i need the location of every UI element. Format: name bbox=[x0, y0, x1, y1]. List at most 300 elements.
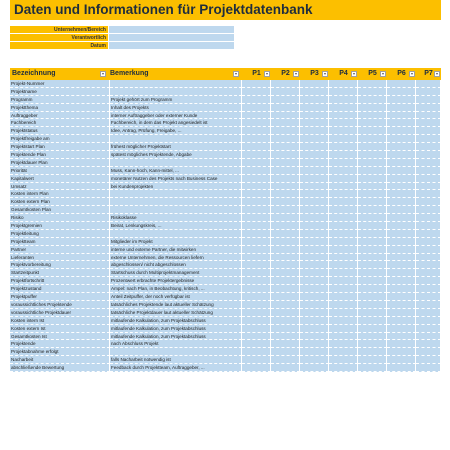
cell-phase[interactable] bbox=[242, 238, 271, 246]
cell-phase[interactable] bbox=[358, 143, 387, 151]
cell-phase[interactable] bbox=[271, 301, 300, 309]
cell-phase[interactable] bbox=[329, 175, 358, 183]
cell-phase[interactable] bbox=[242, 269, 271, 277]
cell-bezeichnung[interactable]: Projektdauer Plan bbox=[10, 159, 110, 167]
cell-phase[interactable] bbox=[300, 112, 329, 120]
cell-phase[interactable] bbox=[271, 206, 300, 214]
cell-phase[interactable] bbox=[300, 254, 329, 262]
cell-bezeichnung[interactable]: Kosten extern Plan bbox=[10, 198, 110, 206]
cell-phase[interactable] bbox=[300, 246, 329, 254]
cell-phase[interactable] bbox=[271, 198, 300, 206]
cell-phase[interactable] bbox=[416, 261, 441, 269]
cell-phase[interactable] bbox=[416, 325, 441, 333]
filter-dropdown-icon[interactable] bbox=[233, 71, 239, 77]
cell-phase[interactable] bbox=[387, 167, 416, 175]
cell-bezeichnung[interactable]: Fachbereich bbox=[10, 119, 110, 127]
cell-phase[interactable] bbox=[358, 269, 387, 277]
cell-phase[interactable] bbox=[387, 301, 416, 309]
cell-phase[interactable] bbox=[300, 285, 329, 293]
cell-phase[interactable] bbox=[387, 112, 416, 120]
cell-bezeichnung[interactable]: Projektstart Plan bbox=[10, 143, 110, 151]
filter-dropdown-icon[interactable] bbox=[322, 71, 328, 77]
cell-bemerkung[interactable]: Beirat, Lenkungskreis, ... bbox=[110, 222, 242, 230]
cell-phase[interactable] bbox=[242, 135, 271, 143]
cell-phase[interactable] bbox=[416, 80, 441, 88]
cell-phase[interactable] bbox=[300, 309, 329, 317]
cell-phase[interactable] bbox=[387, 159, 416, 167]
cell-phase[interactable] bbox=[358, 119, 387, 127]
cell-bezeichnung[interactable]: voraussichtliches Projektende bbox=[10, 301, 110, 309]
cell-phase[interactable] bbox=[329, 198, 358, 206]
cell-phase[interactable] bbox=[300, 190, 329, 198]
cell-phase[interactable] bbox=[329, 190, 358, 198]
cell-phase[interactable] bbox=[329, 277, 358, 285]
cell-phase[interactable] bbox=[358, 190, 387, 198]
cell-bemerkung[interactable] bbox=[110, 80, 242, 88]
cell-phase[interactable] bbox=[300, 151, 329, 159]
cell-phase[interactable] bbox=[358, 277, 387, 285]
cell-bemerkung[interactable]: Prozentwert erbrachte Projektergebnisse bbox=[110, 277, 242, 285]
cell-phase[interactable] bbox=[271, 230, 300, 238]
cell-phase[interactable] bbox=[358, 183, 387, 191]
cell-phase[interactable] bbox=[387, 175, 416, 183]
cell-phase[interactable] bbox=[242, 277, 271, 285]
cell-phase[interactable] bbox=[300, 222, 329, 230]
cell-phase[interactable] bbox=[358, 254, 387, 262]
cell-bezeichnung[interactable]: Projektthema bbox=[10, 104, 110, 112]
cell-phase[interactable] bbox=[329, 269, 358, 277]
cell-bemerkung[interactable]: spätest mögliches Projektende, Abgabe bbox=[110, 151, 242, 159]
cell-bemerkung[interactable]: falls Nacharbeit notwendig ist bbox=[110, 356, 242, 364]
cell-phase[interactable] bbox=[329, 183, 358, 191]
cell-phase[interactable] bbox=[329, 127, 358, 135]
cell-phase[interactable] bbox=[271, 167, 300, 175]
cell-phase[interactable] bbox=[358, 198, 387, 206]
cell-phase[interactable] bbox=[387, 254, 416, 262]
cell-phase[interactable] bbox=[358, 309, 387, 317]
cell-phase[interactable] bbox=[416, 309, 441, 317]
cell-phase[interactable] bbox=[387, 317, 416, 325]
cell-bemerkung[interactable] bbox=[110, 88, 242, 96]
cell-phase[interactable] bbox=[358, 222, 387, 230]
cell-phase[interactable] bbox=[329, 104, 358, 112]
cell-phase[interactable] bbox=[242, 254, 271, 262]
cell-phase[interactable] bbox=[387, 80, 416, 88]
cell-bemerkung[interactable] bbox=[110, 348, 242, 356]
cell-phase[interactable] bbox=[329, 206, 358, 214]
cell-bemerkung[interactable]: Idee, Antrag, Prüfung, Freigabe, ... bbox=[110, 127, 242, 135]
cell-phase[interactable] bbox=[271, 356, 300, 364]
cell-bezeichnung[interactable]: Projektgremien bbox=[10, 222, 110, 230]
cell-bemerkung[interactable] bbox=[110, 135, 242, 143]
cell-phase[interactable] bbox=[387, 183, 416, 191]
cell-phase[interactable] bbox=[242, 190, 271, 198]
cell-phase[interactable] bbox=[387, 127, 416, 135]
cell-bemerkung[interactable]: mitlaufende Kalkulation, zum Projektabschluss bbox=[110, 333, 242, 341]
cell-phase[interactable] bbox=[358, 246, 387, 254]
cell-phase[interactable] bbox=[242, 293, 271, 301]
cell-bemerkung[interactable]: Projekt gehört zum Programm bbox=[110, 96, 242, 104]
cell-phase[interactable] bbox=[271, 269, 300, 277]
cell-phase[interactable] bbox=[271, 104, 300, 112]
cell-phase[interactable] bbox=[416, 333, 441, 341]
cell-phase[interactable] bbox=[242, 167, 271, 175]
cell-phase[interactable] bbox=[271, 325, 300, 333]
cell-bezeichnung[interactable]: Nacharbeit bbox=[10, 356, 110, 364]
cell-phase[interactable] bbox=[416, 175, 441, 183]
cell-phase[interactable] bbox=[271, 80, 300, 88]
cell-phase[interactable] bbox=[416, 104, 441, 112]
filter-dropdown-icon[interactable] bbox=[264, 71, 270, 77]
cell-phase[interactable] bbox=[271, 222, 300, 230]
cell-phase[interactable] bbox=[242, 325, 271, 333]
cell-phase[interactable] bbox=[242, 175, 271, 183]
cell-phase[interactable] bbox=[271, 340, 300, 348]
cell-bemerkung[interactable]: Ampel: nach Plan, in Beobachtung, kritisch, ... bbox=[110, 285, 242, 293]
cell-phase[interactable] bbox=[329, 261, 358, 269]
cell-phase[interactable] bbox=[271, 277, 300, 285]
cell-bemerkung[interactable]: abgeschlossen/ nicht abgeschlossen bbox=[110, 261, 242, 269]
cell-bezeichnung[interactable]: Projektvorbereitung bbox=[10, 261, 110, 269]
cell-phase[interactable] bbox=[300, 356, 329, 364]
cell-bemerkung[interactable]: Fachbereich, in dem das Projekt angesiedelt ist bbox=[110, 119, 242, 127]
cell-phase[interactable] bbox=[242, 183, 271, 191]
cell-phase[interactable] bbox=[300, 159, 329, 167]
cell-bezeichnung[interactable]: Umsatz bbox=[10, 183, 110, 191]
cell-bezeichnung[interactable]: Projektzustand bbox=[10, 285, 110, 293]
cell-bemerkung[interactable]: Muss, Kann-hoch, Kann-mittel, ... bbox=[110, 167, 242, 175]
cell-phase[interactable] bbox=[358, 230, 387, 238]
meta-value-verantwortlich[interactable] bbox=[108, 34, 234, 42]
cell-phase[interactable] bbox=[271, 190, 300, 198]
cell-phase[interactable] bbox=[271, 285, 300, 293]
cell-phase[interactable] bbox=[329, 348, 358, 356]
cell-phase[interactable] bbox=[300, 325, 329, 333]
cell-phase[interactable] bbox=[300, 317, 329, 325]
cell-phase[interactable] bbox=[242, 96, 271, 104]
cell-bezeichnung[interactable]: voraussichtliche Projektdauer bbox=[10, 309, 110, 317]
cell-phase[interactable] bbox=[329, 238, 358, 246]
cell-phase[interactable] bbox=[416, 238, 441, 246]
cell-phase[interactable] bbox=[242, 301, 271, 309]
cell-phase[interactable] bbox=[387, 104, 416, 112]
cell-phase[interactable] bbox=[300, 167, 329, 175]
cell-bemerkung[interactable]: Feedback durch Projektteam, Auftraggeber, ... bbox=[110, 364, 242, 372]
cell-phase[interactable] bbox=[329, 230, 358, 238]
cell-phase[interactable] bbox=[416, 198, 441, 206]
filter-dropdown-icon[interactable] bbox=[434, 71, 440, 77]
cell-bezeichnung[interactable]: Programm bbox=[10, 96, 110, 104]
cell-phase[interactable] bbox=[416, 112, 441, 120]
cell-phase[interactable] bbox=[358, 151, 387, 159]
cell-phase[interactable] bbox=[387, 356, 416, 364]
cell-phase[interactable] bbox=[242, 104, 271, 112]
cell-phase[interactable] bbox=[329, 301, 358, 309]
cell-phase[interactable] bbox=[358, 285, 387, 293]
cell-bemerkung[interactable]: tatsächliches Projektende laut aktueller Schätzung bbox=[110, 301, 242, 309]
cell-phase[interactable] bbox=[242, 127, 271, 135]
cell-phase[interactable] bbox=[242, 317, 271, 325]
cell-phase[interactable] bbox=[329, 112, 358, 120]
cell-phase[interactable] bbox=[242, 112, 271, 120]
cell-bezeichnung[interactable]: Kosten extern Ist bbox=[10, 325, 110, 333]
cell-bemerkung[interactable]: externe Unternehmen, die Ressourcen liefern bbox=[110, 254, 242, 262]
cell-phase[interactable] bbox=[300, 277, 329, 285]
cell-bemerkung[interactable]: Anteil Zeitpuffer, der noch verfügbar ist bbox=[110, 293, 242, 301]
cell-phase[interactable] bbox=[242, 285, 271, 293]
cell-phase[interactable] bbox=[242, 88, 271, 96]
cell-phase[interactable] bbox=[242, 222, 271, 230]
cell-bezeichnung[interactable]: Risiko bbox=[10, 214, 110, 222]
cell-phase[interactable] bbox=[358, 159, 387, 167]
cell-phase[interactable] bbox=[416, 269, 441, 277]
cell-phase[interactable] bbox=[242, 143, 271, 151]
cell-phase[interactable] bbox=[300, 135, 329, 143]
cell-phase[interactable] bbox=[271, 364, 300, 372]
cell-phase[interactable] bbox=[387, 214, 416, 222]
cell-phase[interactable] bbox=[271, 254, 300, 262]
cell-phase[interactable] bbox=[358, 293, 387, 301]
cell-phase[interactable] bbox=[416, 159, 441, 167]
cell-phase[interactable] bbox=[271, 317, 300, 325]
cell-bezeichnung[interactable]: Auftraggeber bbox=[10, 112, 110, 120]
cell-phase[interactable] bbox=[242, 309, 271, 317]
cell-phase[interactable] bbox=[387, 143, 416, 151]
cell-phase[interactable] bbox=[358, 88, 387, 96]
cell-phase[interactable] bbox=[271, 151, 300, 159]
cell-phase[interactable] bbox=[387, 198, 416, 206]
cell-phase[interactable] bbox=[329, 135, 358, 143]
cell-phase[interactable] bbox=[242, 364, 271, 372]
cell-phase[interactable] bbox=[242, 348, 271, 356]
cell-phase[interactable] bbox=[300, 104, 329, 112]
cell-phase[interactable] bbox=[387, 277, 416, 285]
cell-phase[interactable] bbox=[300, 80, 329, 88]
cell-phase[interactable] bbox=[300, 269, 329, 277]
cell-bezeichnung[interactable]: Projektpuffer bbox=[10, 293, 110, 301]
cell-bezeichnung[interactable]: Projektteam bbox=[10, 238, 110, 246]
cell-phase[interactable] bbox=[387, 96, 416, 104]
cell-bezeichnung[interactable]: Gesamtkosten Plan bbox=[10, 206, 110, 214]
cell-phase[interactable] bbox=[271, 88, 300, 96]
cell-phase[interactable] bbox=[358, 325, 387, 333]
cell-phase[interactable] bbox=[329, 325, 358, 333]
cell-phase[interactable] bbox=[416, 246, 441, 254]
cell-bezeichnung[interactable]: Projektname bbox=[10, 88, 110, 96]
cell-phase[interactable] bbox=[416, 356, 441, 364]
cell-phase[interactable] bbox=[300, 261, 329, 269]
cell-phase[interactable] bbox=[416, 277, 441, 285]
cell-phase[interactable] bbox=[416, 127, 441, 135]
cell-phase[interactable] bbox=[387, 285, 416, 293]
cell-bezeichnung[interactable]: Kosten intern Plan bbox=[10, 190, 110, 198]
cell-bemerkung[interactable]: mitlaufende Kalkulation, zum Projektabschluss bbox=[110, 317, 242, 325]
cell-phase[interactable] bbox=[416, 317, 441, 325]
cell-phase[interactable] bbox=[329, 96, 358, 104]
cell-phase[interactable] bbox=[387, 293, 416, 301]
cell-phase[interactable] bbox=[416, 206, 441, 214]
cell-phase[interactable] bbox=[242, 119, 271, 127]
cell-phase[interactable] bbox=[300, 364, 329, 372]
filter-dropdown-icon[interactable] bbox=[100, 71, 106, 77]
cell-phase[interactable] bbox=[416, 88, 441, 96]
cell-phase[interactable] bbox=[416, 214, 441, 222]
cell-phase[interactable] bbox=[387, 333, 416, 341]
cell-phase[interactable] bbox=[416, 230, 441, 238]
cell-phase[interactable] bbox=[329, 254, 358, 262]
cell-bezeichnung[interactable]: abschließende Bewertung bbox=[10, 364, 110, 372]
cell-phase[interactable] bbox=[358, 301, 387, 309]
cell-phase[interactable] bbox=[416, 96, 441, 104]
cell-phase[interactable] bbox=[242, 198, 271, 206]
cell-phase[interactable] bbox=[271, 159, 300, 167]
cell-phase[interactable] bbox=[329, 309, 358, 317]
cell-phase[interactable] bbox=[416, 143, 441, 151]
cell-phase[interactable] bbox=[387, 206, 416, 214]
cell-phase[interactable] bbox=[271, 348, 300, 356]
cell-bemerkung[interactable]: frühest möglicher Projektstart bbox=[110, 143, 242, 151]
cell-phase[interactable] bbox=[329, 159, 358, 167]
cell-phase[interactable] bbox=[329, 167, 358, 175]
cell-bezeichnung[interactable]: Projektende Plan bbox=[10, 151, 110, 159]
cell-phase[interactable] bbox=[358, 238, 387, 246]
cell-phase[interactable] bbox=[358, 167, 387, 175]
cell-phase[interactable] bbox=[300, 88, 329, 96]
cell-phase[interactable] bbox=[242, 206, 271, 214]
cell-bezeichnung[interactable]: Projektende bbox=[10, 340, 110, 348]
cell-phase[interactable] bbox=[358, 96, 387, 104]
cell-phase[interactable] bbox=[271, 246, 300, 254]
cell-phase[interactable] bbox=[358, 80, 387, 88]
cell-phase[interactable] bbox=[416, 254, 441, 262]
cell-phase[interactable] bbox=[300, 183, 329, 191]
cell-phase[interactable] bbox=[300, 214, 329, 222]
cell-phase[interactable] bbox=[358, 127, 387, 135]
cell-bemerkung[interactable]: bei Kundenprojekten bbox=[110, 183, 242, 191]
cell-phase[interactable] bbox=[358, 333, 387, 341]
cell-phase[interactable] bbox=[300, 96, 329, 104]
cell-phase[interactable] bbox=[387, 269, 416, 277]
meta-value-unternehmen[interactable] bbox=[108, 26, 234, 34]
cell-bemerkung[interactable]: mitlaufende Kalkulation, zum Projektabschluss bbox=[110, 325, 242, 333]
meta-value-datum[interactable] bbox=[108, 42, 234, 50]
cell-phase[interactable] bbox=[329, 246, 358, 254]
cell-phase[interactable] bbox=[300, 127, 329, 135]
cell-phase[interactable] bbox=[300, 206, 329, 214]
cell-phase[interactable] bbox=[329, 340, 358, 348]
cell-phase[interactable] bbox=[329, 333, 358, 341]
cell-phase[interactable] bbox=[271, 214, 300, 222]
cell-phase[interactable] bbox=[358, 206, 387, 214]
filter-dropdown-icon[interactable] bbox=[351, 71, 357, 77]
cell-phase[interactable] bbox=[300, 119, 329, 127]
cell-bemerkung[interactable]: nach Abschluss Projekt bbox=[110, 340, 242, 348]
cell-phase[interactable] bbox=[242, 214, 271, 222]
cell-bezeichnung[interactable]: Gesamtkosten Ist bbox=[10, 333, 110, 341]
cell-phase[interactable] bbox=[358, 356, 387, 364]
cell-phase[interactable] bbox=[416, 151, 441, 159]
cell-phase[interactable] bbox=[416, 190, 441, 198]
cell-phase[interactable] bbox=[387, 222, 416, 230]
cell-phase[interactable] bbox=[416, 364, 441, 372]
cell-bezeichnung[interactable]: Kosten intern Ist bbox=[10, 317, 110, 325]
cell-phase[interactable] bbox=[329, 285, 358, 293]
cell-phase[interactable] bbox=[387, 230, 416, 238]
cell-bemerkung[interactable] bbox=[110, 159, 242, 167]
cell-phase[interactable] bbox=[300, 238, 329, 246]
cell-phase[interactable] bbox=[271, 261, 300, 269]
cell-phase[interactable] bbox=[271, 143, 300, 151]
cell-phase[interactable] bbox=[329, 317, 358, 325]
cell-phase[interactable] bbox=[271, 135, 300, 143]
cell-phase[interactable] bbox=[416, 301, 441, 309]
cell-phase[interactable] bbox=[358, 348, 387, 356]
cell-bezeichnung[interactable]: Priorität bbox=[10, 167, 110, 175]
cell-phase[interactable] bbox=[271, 333, 300, 341]
cell-bezeichnung[interactable]: Projekt-Nummer bbox=[10, 80, 110, 88]
cell-phase[interactable] bbox=[416, 285, 441, 293]
cell-phase[interactable] bbox=[416, 222, 441, 230]
cell-phase[interactable] bbox=[387, 135, 416, 143]
cell-phase[interactable] bbox=[242, 246, 271, 254]
cell-phase[interactable] bbox=[416, 340, 441, 348]
cell-bezeichnung[interactable]: Projektabnahme erfolgt bbox=[10, 348, 110, 356]
cell-bezeichnung[interactable]: Projektleitung bbox=[10, 230, 110, 238]
cell-phase[interactable] bbox=[387, 348, 416, 356]
cell-phase[interactable] bbox=[242, 261, 271, 269]
cell-phase[interactable] bbox=[329, 222, 358, 230]
cell-bezeichnung[interactable]: Projektstatus bbox=[10, 127, 110, 135]
cell-phase[interactable] bbox=[271, 309, 300, 317]
cell-bemerkung[interactable] bbox=[110, 190, 242, 198]
cell-phase[interactable] bbox=[387, 246, 416, 254]
cell-phase[interactable] bbox=[271, 96, 300, 104]
cell-phase[interactable] bbox=[329, 293, 358, 301]
cell-phase[interactable] bbox=[300, 293, 329, 301]
cell-phase[interactable] bbox=[242, 356, 271, 364]
cell-bemerkung[interactable]: Mitglieder im Projekt bbox=[110, 238, 242, 246]
cell-phase[interactable] bbox=[242, 230, 271, 238]
cell-phase[interactable] bbox=[358, 340, 387, 348]
cell-phase[interactable] bbox=[329, 119, 358, 127]
cell-bemerkung[interactable]: Inhalt des Projekts bbox=[110, 104, 242, 112]
cell-phase[interactable] bbox=[358, 104, 387, 112]
cell-phase[interactable] bbox=[387, 309, 416, 317]
cell-phase[interactable] bbox=[358, 261, 387, 269]
cell-bemerkung[interactable] bbox=[110, 230, 242, 238]
cell-bemerkung[interactable] bbox=[110, 206, 242, 214]
cell-phase[interactable] bbox=[358, 317, 387, 325]
cell-phase[interactable] bbox=[300, 340, 329, 348]
cell-bezeichnung[interactable]: Lieferanten bbox=[10, 254, 110, 262]
cell-phase[interactable] bbox=[387, 238, 416, 246]
cell-phase[interactable] bbox=[271, 112, 300, 120]
filter-dropdown-icon[interactable] bbox=[293, 71, 299, 77]
cell-phase[interactable] bbox=[387, 190, 416, 198]
cell-bemerkung[interactable]: Risikoklasse bbox=[110, 214, 242, 222]
cell-phase[interactable] bbox=[329, 88, 358, 96]
cell-phase[interactable] bbox=[358, 364, 387, 372]
cell-phase[interactable] bbox=[271, 238, 300, 246]
cell-bezeichnung[interactable]: Kapitalwert bbox=[10, 175, 110, 183]
cell-bemerkung[interactable]: tatsächliche Projektdauer laut aktueller Schätzung bbox=[110, 309, 242, 317]
cell-phase[interactable] bbox=[300, 333, 329, 341]
cell-phase[interactable] bbox=[416, 167, 441, 175]
cell-bezeichnung[interactable]: Partner bbox=[10, 246, 110, 254]
cell-bemerkung[interactable]: interne und externe Partner, die mitwirken bbox=[110, 246, 242, 254]
cell-phase[interactable] bbox=[358, 112, 387, 120]
filter-dropdown-icon[interactable] bbox=[409, 71, 415, 77]
